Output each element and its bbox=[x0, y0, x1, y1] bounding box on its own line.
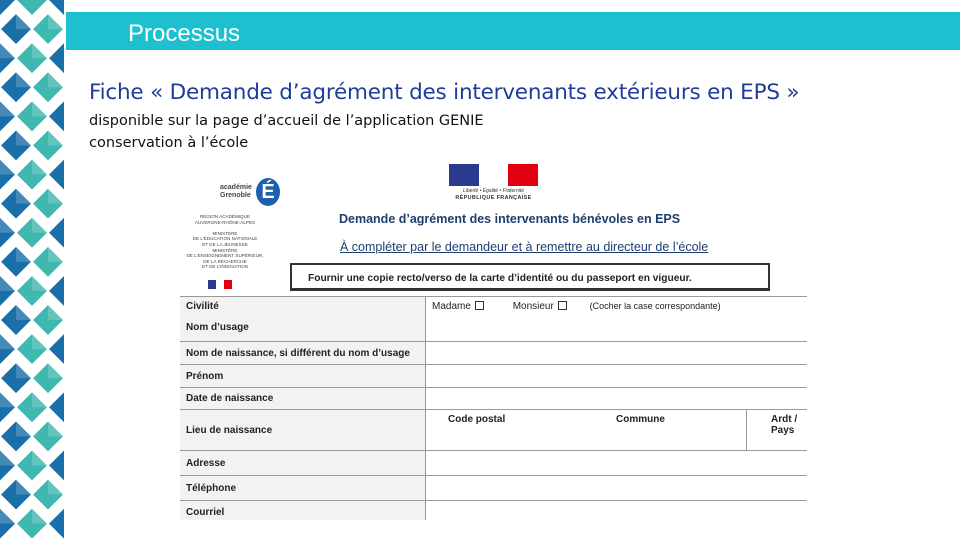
birth-name-label: Nom de naissance, si différent du nom d’usage bbox=[180, 342, 426, 365]
civility-note: (Cocher la case correspondante) bbox=[589, 301, 721, 311]
address-label: Adresse bbox=[180, 451, 426, 476]
table-row bbox=[180, 297, 807, 342]
phone-field[interactable] bbox=[426, 476, 808, 501]
mosaic-tile bbox=[48, 100, 64, 132]
french-flag-icon bbox=[449, 164, 538, 186]
email-field[interactable] bbox=[426, 501, 808, 521]
monsieur-label: Monsieur bbox=[512, 301, 554, 312]
mosaic-tile bbox=[48, 508, 64, 540]
mosaic-tile bbox=[48, 159, 64, 191]
mosaic-tile bbox=[48, 42, 64, 74]
madame-checkbox[interactable] bbox=[475, 301, 484, 310]
republic-motto: Liberté • Égalité • Fraternité bbox=[462, 188, 525, 194]
table-row bbox=[180, 476, 807, 501]
applicant-form-table bbox=[180, 296, 807, 520]
academy-logo bbox=[180, 176, 275, 291]
mosaic-tile bbox=[48, 333, 64, 365]
mosaic-tile bbox=[48, 449, 64, 481]
table-row bbox=[180, 410, 807, 451]
usage-name-label: Nom d’usage bbox=[186, 322, 249, 333]
postal-code-field[interactable]: Code postal bbox=[426, 410, 595, 451]
district-country-field[interactable]: Ardt / Pays bbox=[747, 410, 808, 451]
mosaic-tile bbox=[48, 217, 64, 249]
slide-title: Fiche « Demande d’agrément des intervenants extérieurs en EPS » bbox=[89, 80, 800, 105]
birth-date-field[interactable] bbox=[426, 388, 808, 410]
mosaic-tile-shade bbox=[32, 42, 48, 58]
form-instruction: À compléter par le demandeur et à remettre au directeur de l’école bbox=[340, 240, 709, 254]
first-name-field[interactable] bbox=[426, 365, 808, 388]
mosaic-tile bbox=[48, 391, 64, 423]
mosaic-tile-shade bbox=[16, 13, 32, 29]
mosaic-tile bbox=[16, 0, 48, 16]
birth-date-label: Date de naissance bbox=[180, 388, 426, 410]
availability-line: disponible sur la page d’accueil de l’application GENIE bbox=[89, 113, 484, 129]
academy-e-icon: É bbox=[256, 178, 280, 206]
madame-label: Madame bbox=[432, 301, 471, 312]
address-field[interactable] bbox=[426, 451, 808, 476]
table-row bbox=[180, 451, 807, 476]
mosaic-tile bbox=[0, 0, 16, 16]
mini-flag-icon bbox=[208, 280, 232, 289]
table-row bbox=[180, 342, 807, 365]
table-row bbox=[180, 501, 807, 521]
mosaic-tile-shade bbox=[32, 100, 48, 116]
id-copy-notice: Fournir une copie recto/verso de la carte d’identité ou du passeport en vigueur. bbox=[290, 263, 770, 291]
academy-ministry-lines: RÉGION ACADÉMIQUE AUVERGNE-RHÔNE-ALPES MINISTÈRE DE L’ÉDUCATION NATIONALE ET DE LA JEUNESSE MINISTÈRE DE L’ENSEIGNEMENT SUPÉRIEUR, DE LA RECHERCHE ET DE L’INNOVATION bbox=[186, 214, 264, 270]
republic-name: RÉPUBLIQUE FRANÇAISE bbox=[455, 195, 532, 201]
conservation-line: conservation à l’école bbox=[89, 135, 249, 151]
monsieur-checkbox[interactable] bbox=[558, 301, 567, 310]
birth-name-field[interactable] bbox=[426, 342, 808, 365]
academy-word: académie Grenoble bbox=[220, 184, 252, 199]
first-name-label: Prénom bbox=[180, 365, 426, 388]
republique-francaise-logo bbox=[449, 164, 539, 204]
header-band bbox=[66, 12, 960, 50]
table-row bbox=[180, 388, 807, 410]
email-label: Courriel bbox=[180, 501, 426, 521]
header-title: Processus bbox=[128, 20, 241, 47]
decorative-mosaic bbox=[0, 0, 64, 540]
civility-field bbox=[426, 297, 808, 342]
civility-label: Civilité Nom d’usage bbox=[180, 297, 426, 342]
phone-label: Téléphone bbox=[180, 476, 426, 501]
mosaic-tile bbox=[48, 275, 64, 307]
form-document-image bbox=[180, 162, 808, 520]
birth-place-label: Lieu de naissance bbox=[180, 410, 426, 451]
commune-field[interactable]: Commune bbox=[594, 410, 747, 451]
table-row bbox=[180, 365, 807, 388]
form-heading: Demande d’agrément des intervenants bénévoles en EPS bbox=[339, 212, 681, 226]
mosaic-tile-shade bbox=[48, 71, 64, 87]
mosaic-tile bbox=[48, 0, 64, 16]
